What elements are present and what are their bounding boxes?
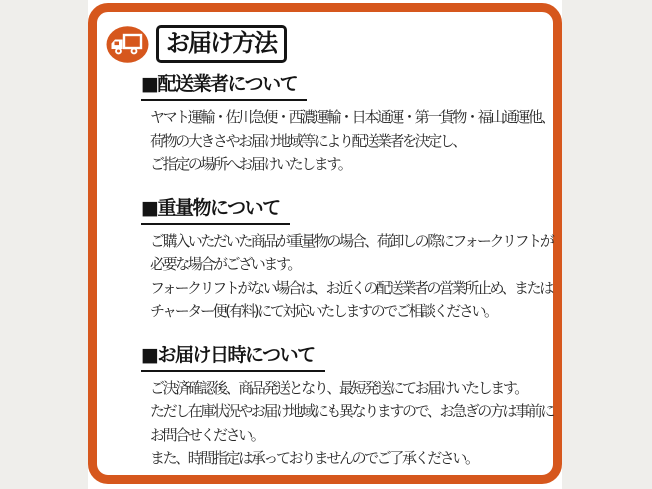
body-line: ご購入いただいた商品が重量物の場合、荷卸しの際にフォークリフトが	[150, 231, 553, 250]
section-carriers	[141, 69, 553, 177]
section-heading: ■重量物について	[141, 193, 290, 225]
delivery-info-panel	[88, 3, 562, 484]
body-line: ご決済確認後、商品発送となり、最短発送にてお届けいたします。	[150, 378, 527, 397]
panel-header	[106, 25, 553, 63]
section-delivery-datetime	[141, 340, 553, 471]
page-gutter-right	[562, 0, 652, 489]
section-heading: ■配送業者について	[141, 69, 307, 101]
truck-icon	[106, 26, 149, 63]
section-heading: ■お届け日時について	[141, 340, 325, 372]
body-line: お問合せください。	[150, 425, 264, 444]
body-line: ただし在庫状況やお届け地域にも異なりますので、お急ぎの方は事前に	[150, 402, 553, 420]
body-line: 荷物の大きさやお届け地域等により配送業者を決定し、	[150, 131, 466, 150]
body-line: 必要な場合がございます。	[150, 255, 301, 273]
page-title: お届け方法	[156, 25, 287, 63]
body-line: チャーター便(有料)にて対応いたしますのでご相談ください。	[150, 302, 497, 320]
page-gutter-left	[0, 0, 88, 489]
section-heavy-items	[141, 193, 553, 324]
body-line: ヤマト運輸・佐川急便・西濃運輸・日本通運・第一貨物・福山通運他、	[150, 108, 554, 126]
body-line: フォークリフトがない場合は、お近くの配送業者の営業所止め、または	[150, 278, 552, 297]
body-line: また、時間指定は承っておりませんのでご了承ください。	[150, 449, 478, 467]
body-line: ご指定の場所へお届けいたします。	[150, 155, 351, 173]
